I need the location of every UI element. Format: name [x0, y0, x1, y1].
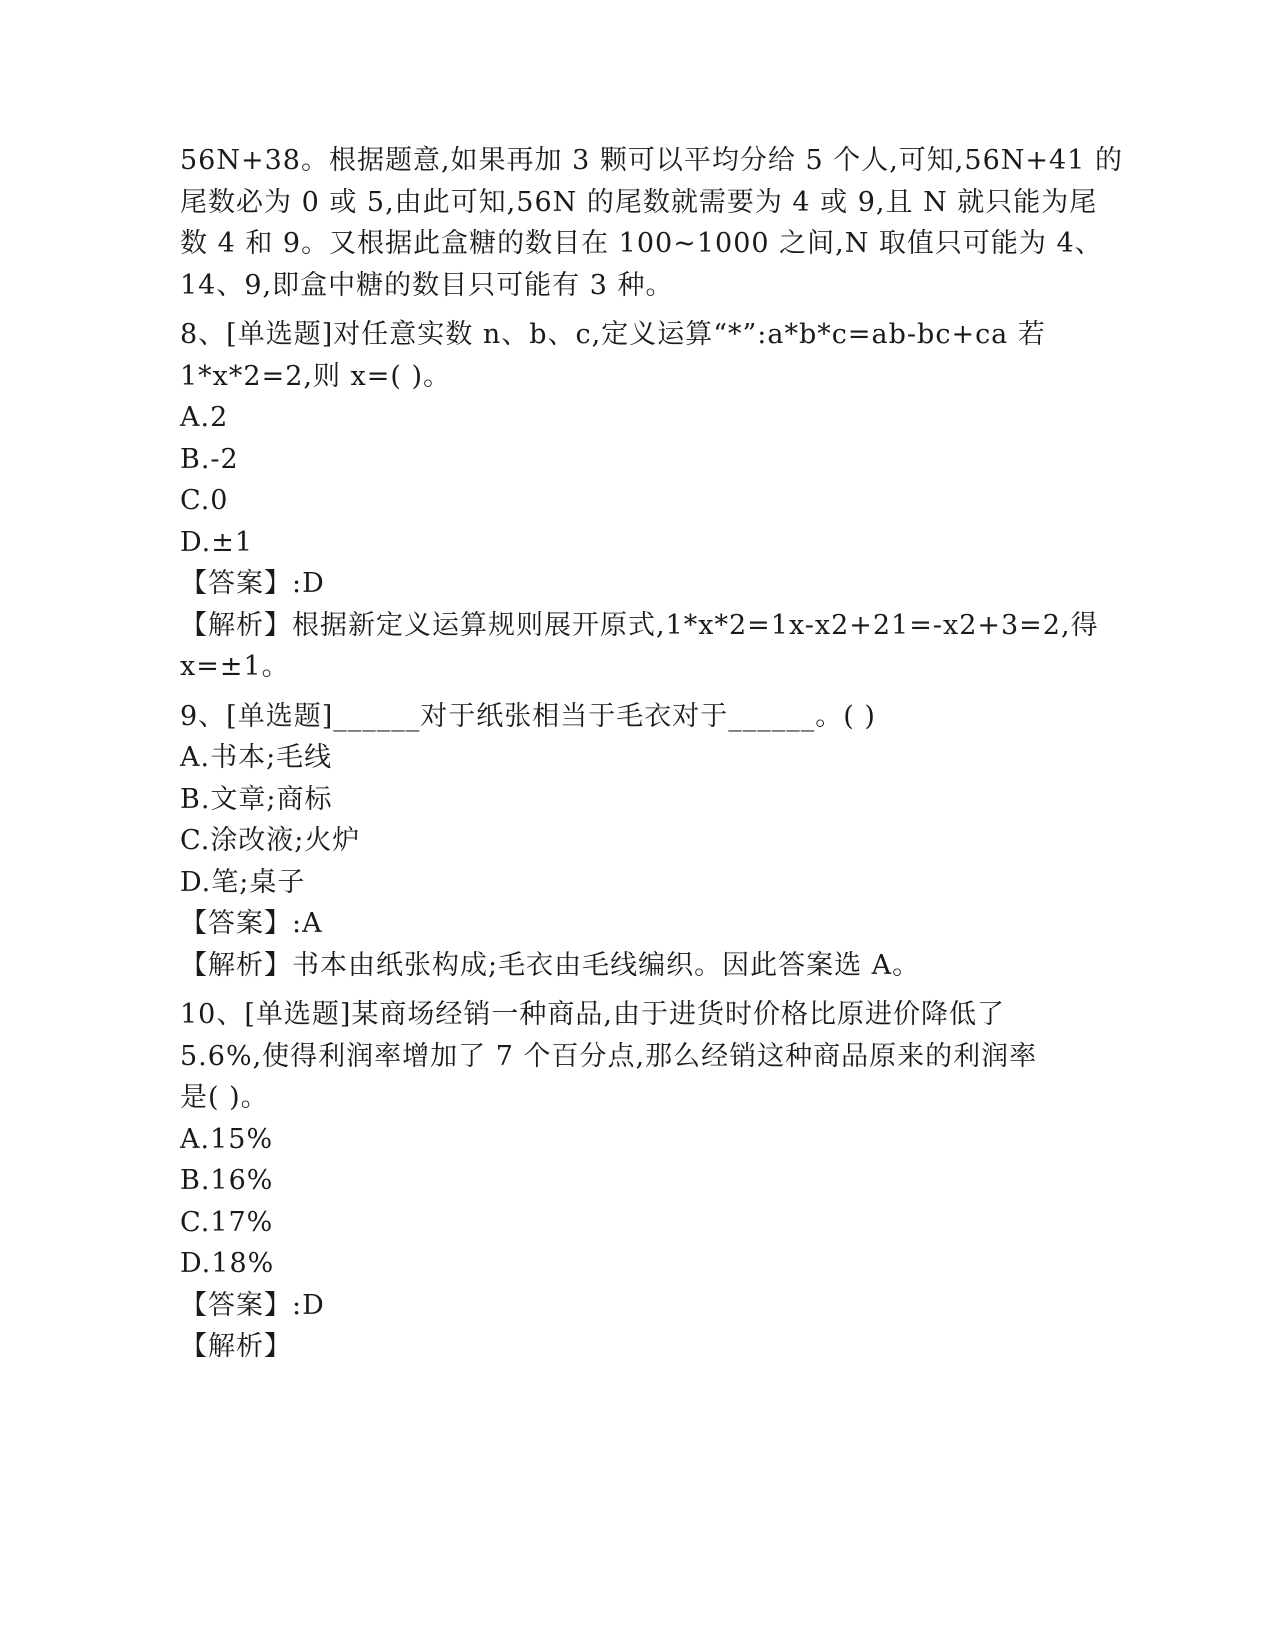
option-d: D.笔;桌子 — [180, 866, 306, 898]
document-page — [180, 140, 1123, 1368]
analysis-line: 【解析】书本由纸张构成;毛衣由毛线编织。因此答案选 A。 — [180, 949, 921, 981]
answer-line: 【答案】:D — [180, 1289, 325, 1321]
option-a: A.书本;毛线 — [180, 742, 333, 773]
option-b: B.16% — [180, 1165, 274, 1196]
text-line: 14、9,即盒中糖的数目只可能有 3 种。 — [180, 269, 674, 301]
question-stem: 1*x*2=2,则 x=( )。 — [180, 360, 452, 392]
question-9 — [180, 696, 1080, 987]
option-c: C.0 — [180, 485, 229, 516]
intro-paragraph — [180, 140, 1123, 306]
analysis-line: x=±1。 — [180, 651, 290, 682]
question-stem: 9、[单选题]______对于纸张相当于毛衣对于______。( ) — [180, 700, 876, 732]
answer-line: 【答案】:A — [180, 908, 323, 939]
question-stem: 10、[单选题]某商场经销一种商品,由于进货时价格比原进价降低了 — [180, 999, 1006, 1030]
question-stem: 8、[单选题]对任意实数 n、b、c,定义运算“*”:a*b*c=ab-bc+ca 若 — [180, 319, 1046, 350]
question-8 — [180, 314, 1099, 688]
text-line: 56N+38。根据题意,如果再加 3 颗可以平均分给 5 个人,可知,56N+41 的 — [180, 145, 1123, 176]
question-10 — [180, 994, 1080, 1368]
text-line: 数 4 和 9。又根据此盒糖的数目在 100~1000 之间,N 取值只可能为 4、 — [180, 228, 1103, 259]
text-line: 尾数必为 0 或 5,由此可知,56N 的尾数就需要为 4 或 9,且 N 就只能为尾 — [180, 186, 1098, 218]
option-a: A.2 — [180, 402, 229, 433]
answer-line: 【答案】:D — [180, 568, 325, 599]
option-c: C.涂改液;火炉 — [180, 825, 361, 856]
question-stem: 是( )。 — [180, 1082, 269, 1113]
option-c: C.17% — [180, 1206, 274, 1238]
option-d: D.±1 — [180, 526, 254, 558]
option-b: B.文章;商标 — [180, 783, 333, 815]
option-d: D.18% — [180, 1248, 275, 1279]
analysis-line: 【解析】根据新定义运算规则展开原式,1*x*2=1x-x2+21=-x2+3=2,得 — [180, 609, 1099, 641]
question-stem: 5.6%,使得利润率增加了 7 个百分点,那么经销这种商品原来的利润率 — [180, 1040, 1038, 1072]
option-b: B.-2 — [180, 443, 239, 475]
analysis-line: 【解析】 — [180, 1331, 292, 1362]
option-a: A.15% — [180, 1123, 274, 1155]
